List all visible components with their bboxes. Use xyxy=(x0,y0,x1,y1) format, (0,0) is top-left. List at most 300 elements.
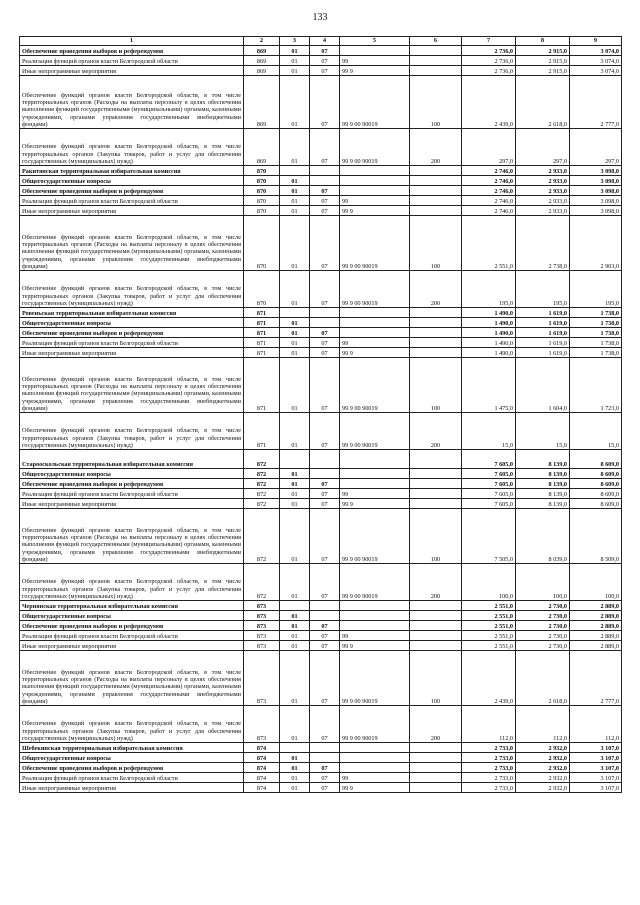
row-subsection-code xyxy=(310,601,340,611)
row-expense-type-code xyxy=(410,328,462,338)
row-amount-year-2: 2 730,0 xyxy=(516,611,570,621)
row-expense-type-code xyxy=(410,773,462,783)
row-amount-year-3: 100,0 xyxy=(570,564,622,601)
row-expense-type-code xyxy=(410,753,462,763)
row-amount-year-1: 7 605,0 xyxy=(462,489,516,499)
row-amount-year-2: 297,0 xyxy=(516,129,570,166)
row-target-article-code xyxy=(340,318,410,328)
table-row xyxy=(20,753,622,763)
row-amount-year-2: 2 618,0 xyxy=(516,76,570,129)
row-subsection-code: 07 xyxy=(310,46,340,56)
table-row xyxy=(20,450,622,469)
row-amount-year-2: 8 139,0 xyxy=(516,479,570,489)
row-target-article-code xyxy=(340,308,410,318)
row-name: Обеспечение проведения выборов и референдумов xyxy=(20,763,244,773)
row-ved-code: 872 xyxy=(244,489,280,499)
table-row xyxy=(20,509,622,564)
table-row xyxy=(20,601,622,611)
row-amount-year-1: 2 746,0 xyxy=(462,176,516,186)
row-amount-year-3: 2 889,0 xyxy=(570,611,622,621)
row-amount-year-1: 7 605,0 xyxy=(462,450,516,469)
row-ved-code: 873 xyxy=(244,641,280,651)
row-amount-year-2: 195,0 xyxy=(516,271,570,308)
row-amount-year-1: 1 490,0 xyxy=(462,308,516,318)
row-amount-year-2: 2 915,0 xyxy=(516,66,570,76)
row-target-article-code: 99 9 xyxy=(340,206,410,216)
row-target-article-code xyxy=(340,753,410,763)
row-subsection-code: 07 xyxy=(310,206,340,216)
row-name: Общегосударственные вопросы xyxy=(20,611,244,621)
row-amount-year-3: 2 889,0 xyxy=(570,601,622,611)
row-ved-code: 874 xyxy=(244,753,280,763)
row-expense-type-code: 100 xyxy=(410,76,462,129)
header-cell: 3 xyxy=(280,37,310,46)
table-row xyxy=(20,76,622,129)
row-amount-year-2: 2 730,0 xyxy=(516,601,570,611)
row-amount-year-2: 2 932,0 xyxy=(516,783,570,793)
row-amount-year-3: 1 723,0 xyxy=(570,358,622,413)
row-ved-code: 873 xyxy=(244,601,280,611)
row-amount-year-1: 7 605,0 xyxy=(462,469,516,479)
table-row xyxy=(20,56,622,66)
row-amount-year-2: 2 738,0 xyxy=(516,216,570,271)
table-row xyxy=(20,206,622,216)
row-name: Обеспечение проведения выборов и референдумов xyxy=(20,186,244,196)
row-target-article-code xyxy=(340,186,410,196)
row-subsection-code xyxy=(310,318,340,328)
row-name: Обеспечение функций органов власти Белгородской области, в том числе территориальных органов (Закупка товаров, работ и услуг для обеспечения государственных (муниципальных) нужд) xyxy=(20,564,244,601)
row-target-article-code xyxy=(340,328,410,338)
row-ved-code: 874 xyxy=(244,743,280,753)
row-ved-code: 871 xyxy=(244,308,280,318)
row-target-article-code: 99 9 00 90019 xyxy=(340,129,410,166)
row-amount-year-3: 3 074,0 xyxy=(570,66,622,76)
table-row xyxy=(20,763,622,773)
row-ved-code: 870 xyxy=(244,166,280,176)
row-name: Реализация функций органов власти Белгородской области xyxy=(20,631,244,641)
table-row xyxy=(20,129,622,166)
row-expense-type-code xyxy=(410,469,462,479)
row-name: Реализация функций органов власти Белгородской области xyxy=(20,489,244,499)
row-amount-year-2: 1 619,0 xyxy=(516,348,570,358)
row-amount-year-1: 2 551,0 xyxy=(462,611,516,621)
row-expense-type-code: 100 xyxy=(410,509,462,564)
row-section-code: 01 xyxy=(280,271,310,308)
row-amount-year-3: 2 889,0 xyxy=(570,641,622,651)
table-row xyxy=(20,66,622,76)
row-subsection-code: 07 xyxy=(310,479,340,489)
row-amount-year-3: 8 609,0 xyxy=(570,450,622,469)
row-section-code: 01 xyxy=(280,196,310,206)
table-row xyxy=(20,216,622,271)
header-cell: 4 xyxy=(310,37,340,46)
row-section-code xyxy=(280,743,310,753)
table-row xyxy=(20,348,622,358)
row-ved-code: 870 xyxy=(244,186,280,196)
row-amount-year-3: 1 738,0 xyxy=(570,318,622,328)
row-amount-year-3: 297,0 xyxy=(570,129,622,166)
row-ved-code: 873 xyxy=(244,611,280,621)
row-section-code: 01 xyxy=(280,413,310,450)
row-target-article-code: 99 xyxy=(340,631,410,641)
row-expense-type-code: 200 xyxy=(410,271,462,308)
row-expense-type-code xyxy=(410,763,462,773)
row-section-code: 01 xyxy=(280,469,310,479)
row-subsection-code xyxy=(310,308,340,318)
row-amount-year-2: 2 932,0 xyxy=(516,743,570,753)
row-ved-code: 872 xyxy=(244,450,280,469)
row-section-code: 01 xyxy=(280,129,310,166)
row-target-article-code xyxy=(340,743,410,753)
row-ved-code: 873 xyxy=(244,631,280,641)
row-ved-code: 870 xyxy=(244,176,280,186)
row-amount-year-2: 8 139,0 xyxy=(516,499,570,509)
row-amount-year-1: 2 551,0 xyxy=(462,621,516,631)
table-row xyxy=(20,489,622,499)
row-subsection-code xyxy=(310,743,340,753)
row-amount-year-2: 2 915,0 xyxy=(516,46,570,56)
header-cell: 9 xyxy=(570,37,622,46)
row-amount-year-2: 2 932,0 xyxy=(516,763,570,773)
row-expense-type-code xyxy=(410,166,462,176)
row-amount-year-3: 8 509,0 xyxy=(570,509,622,564)
row-subsection-code: 07 xyxy=(310,631,340,641)
row-target-article-code: 99 9 xyxy=(340,499,410,509)
row-section-code: 01 xyxy=(280,564,310,601)
row-expense-type-code xyxy=(410,783,462,793)
row-expense-type-code: 200 xyxy=(410,564,462,601)
row-target-article-code: 99 xyxy=(340,196,410,206)
row-name: Обеспечение функций органов власти Белгородской области, в том числе территориальных органов (Расходы на выплаты персоналу в целях обеспечения выполнения функций государственными (муниципальными) органами, казенными учреждениями, органами управления государственными внебюджетными фондами) xyxy=(20,651,244,706)
row-name: Обеспечение функций органов власти Белгородской области, в том числе территориальных органов (Расходы на выплаты персоналу в целях обеспечения выполнения функций государственными (муниципальными) органами, казенными учреждениями, органами управления государственными внебюджетными фондами) xyxy=(20,76,244,129)
header-cell: 8 xyxy=(516,37,570,46)
row-ved-code: 870 xyxy=(244,206,280,216)
row-amount-year-1: 7 505,0 xyxy=(462,509,516,564)
row-amount-year-1: 2 733,0 xyxy=(462,773,516,783)
row-subsection-code: 07 xyxy=(310,129,340,166)
row-section-code: 01 xyxy=(280,206,310,216)
row-subsection-code: 07 xyxy=(310,564,340,601)
row-section-code: 01 xyxy=(280,56,310,66)
row-amount-year-3: 3 107,0 xyxy=(570,763,622,773)
row-target-article-code: 99 9 00 90019 xyxy=(340,706,410,743)
row-amount-year-1: 2 439,0 xyxy=(462,651,516,706)
table-row xyxy=(20,46,622,56)
row-subsection-code xyxy=(310,753,340,763)
row-expense-type-code xyxy=(410,176,462,186)
row-ved-code: 872 xyxy=(244,499,280,509)
row-amount-year-2: 8 139,0 xyxy=(516,489,570,499)
row-name: Шебекинская территориальная избирательная комиссия xyxy=(20,743,244,753)
row-expense-type-code: 100 xyxy=(410,216,462,271)
row-ved-code: 872 xyxy=(244,564,280,601)
row-amount-year-1: 7 605,0 xyxy=(462,479,516,489)
row-amount-year-1: 2 733,0 xyxy=(462,753,516,763)
row-subsection-code: 07 xyxy=(310,651,340,706)
row-expense-type-code xyxy=(410,479,462,489)
table-body xyxy=(20,46,622,793)
row-target-article-code xyxy=(340,469,410,479)
row-name: Обеспечение функций органов власти Белгородской области, в том числе территориальных органов (Закупка товаров, работ и услуг для обеспечения государственных (муниципальных) нужд) xyxy=(20,413,244,450)
row-section-code: 01 xyxy=(280,348,310,358)
header-cell: 1 xyxy=(20,37,244,46)
row-target-article-code: 99 9 xyxy=(340,783,410,793)
row-amount-year-2: 1 619,0 xyxy=(516,328,570,338)
row-amount-year-2: 1 619,0 xyxy=(516,318,570,328)
row-section-code: 01 xyxy=(280,489,310,499)
table-row xyxy=(20,651,622,706)
row-amount-year-1: 2 439,0 xyxy=(462,76,516,129)
table-row xyxy=(20,166,622,176)
row-name: Общегосударственные вопросы xyxy=(20,753,244,763)
row-amount-year-1: 15,0 xyxy=(462,413,516,450)
row-amount-year-1: 2 746,0 xyxy=(462,166,516,176)
row-section-code: 01 xyxy=(280,763,310,773)
row-subsection-code: 07 xyxy=(310,413,340,450)
row-amount-year-1: 2 736,0 xyxy=(462,46,516,56)
row-amount-year-2: 2 932,0 xyxy=(516,753,570,763)
row-ved-code: 872 xyxy=(244,469,280,479)
row-amount-year-3: 2 889,0 xyxy=(570,621,622,631)
row-ved-code: 873 xyxy=(244,621,280,631)
table-row xyxy=(20,318,622,328)
row-section-code: 01 xyxy=(280,706,310,743)
row-section-code: 01 xyxy=(280,318,310,328)
row-amount-year-2: 15,0 xyxy=(516,413,570,450)
row-target-article-code xyxy=(340,621,410,631)
row-subsection-code xyxy=(310,176,340,186)
row-amount-year-1: 2 746,0 xyxy=(462,206,516,216)
table-row xyxy=(20,308,622,318)
row-target-article-code: 99 xyxy=(340,773,410,783)
row-section-code: 01 xyxy=(280,328,310,338)
row-amount-year-2: 2 915,0 xyxy=(516,56,570,66)
row-target-article-code xyxy=(340,479,410,489)
row-subsection-code xyxy=(310,166,340,176)
row-amount-year-1: 7 605,0 xyxy=(462,499,516,509)
row-expense-type-code: 200 xyxy=(410,129,462,166)
row-amount-year-2: 2 730,0 xyxy=(516,631,570,641)
row-amount-year-1: 2 736,0 xyxy=(462,66,516,76)
row-amount-year-3: 8 609,0 xyxy=(570,479,622,489)
row-name: Общегосударственные вопросы xyxy=(20,469,244,479)
row-amount-year-3: 3 107,0 xyxy=(570,773,622,783)
row-subsection-code: 07 xyxy=(310,489,340,499)
row-ved-code: 870 xyxy=(244,216,280,271)
row-amount-year-3: 112,0 xyxy=(570,706,622,743)
row-expense-type-code xyxy=(410,338,462,348)
row-amount-year-2: 2 933,0 xyxy=(516,206,570,216)
row-expense-type-code: 100 xyxy=(410,651,462,706)
row-amount-year-3: 2 777,0 xyxy=(570,76,622,129)
row-subsection-code: 07 xyxy=(310,328,340,338)
row-amount-year-1: 2 551,0 xyxy=(462,631,516,641)
row-expense-type-code xyxy=(410,186,462,196)
table-row xyxy=(20,186,622,196)
row-section-code: 01 xyxy=(280,338,310,348)
row-amount-year-1: 1 490,0 xyxy=(462,318,516,328)
row-name: Общегосударственные вопросы xyxy=(20,318,244,328)
row-subsection-code: 07 xyxy=(310,216,340,271)
row-expense-type-code xyxy=(410,499,462,509)
row-subsection-code xyxy=(310,469,340,479)
row-expense-type-code xyxy=(410,489,462,499)
row-amount-year-3: 3 098,0 xyxy=(570,206,622,216)
row-section-code xyxy=(280,601,310,611)
row-target-article-code: 99 9 00 90019 xyxy=(340,216,410,271)
row-name: Общегосударственные вопросы xyxy=(20,176,244,186)
row-amount-year-1: 2 551,0 xyxy=(462,641,516,651)
table-row xyxy=(20,631,622,641)
row-amount-year-2: 2 933,0 xyxy=(516,186,570,196)
row-ved-code: 871 xyxy=(244,413,280,450)
row-section-code: 01 xyxy=(280,611,310,621)
row-name: Чернянская территориальная избирательная комиссия xyxy=(20,601,244,611)
row-subsection-code: 07 xyxy=(310,186,340,196)
row-section-code: 01 xyxy=(280,509,310,564)
row-amount-year-2: 112,0 xyxy=(516,706,570,743)
row-amount-year-2: 1 604,0 xyxy=(516,358,570,413)
row-section-code: 01 xyxy=(280,66,310,76)
row-target-article-code xyxy=(340,46,410,56)
table-header-row xyxy=(20,37,622,46)
row-section-code: 01 xyxy=(280,753,310,763)
row-name: Обеспечение функций органов власти Белгородской области, в том числе территориальных органов (Закупка товаров, работ и услуг для обеспечения государственных (муниципальных) нужд) xyxy=(20,271,244,308)
row-ved-code: 872 xyxy=(244,479,280,489)
row-name: Реализация функций органов власти Белгородской области xyxy=(20,773,244,783)
row-target-article-code: 99 xyxy=(340,489,410,499)
row-section-code: 01 xyxy=(280,621,310,631)
row-expense-type-code xyxy=(410,611,462,621)
row-amount-year-3: 3 098,0 xyxy=(570,176,622,186)
row-amount-year-2: 2 730,0 xyxy=(516,621,570,631)
row-amount-year-1: 297,0 xyxy=(462,129,516,166)
row-expense-type-code: 200 xyxy=(410,706,462,743)
row-name: Старооскольская территориальная избирательная комиссия xyxy=(20,450,244,469)
row-target-article-code xyxy=(340,611,410,621)
header-cell: 5 xyxy=(340,37,410,46)
table-row xyxy=(20,499,622,509)
row-amount-year-2: 1 619,0 xyxy=(516,308,570,318)
row-section-code: 01 xyxy=(280,641,310,651)
row-subsection-code: 07 xyxy=(310,66,340,76)
row-subsection-code: 07 xyxy=(310,499,340,509)
row-ved-code: 869 xyxy=(244,56,280,66)
row-amount-year-2: 2 730,0 xyxy=(516,641,570,651)
row-expense-type-code xyxy=(410,743,462,753)
row-subsection-code: 07 xyxy=(310,271,340,308)
row-ved-code: 874 xyxy=(244,783,280,793)
row-ved-code: 874 xyxy=(244,763,280,773)
row-section-code: 01 xyxy=(280,46,310,56)
header-cell: 7 xyxy=(462,37,516,46)
row-amount-year-3: 3 098,0 xyxy=(570,166,622,176)
row-section-code: 01 xyxy=(280,216,310,271)
table-row xyxy=(20,706,622,743)
row-target-article-code: 99 xyxy=(340,56,410,66)
row-amount-year-3: 2 889,0 xyxy=(570,631,622,641)
row-amount-year-1: 2 551,0 xyxy=(462,601,516,611)
row-amount-year-1: 2 746,0 xyxy=(462,196,516,206)
row-name: Иные непрограммные мероприятия xyxy=(20,348,244,358)
row-subsection-code: 07 xyxy=(310,763,340,773)
table-row xyxy=(20,773,622,783)
row-expense-type-code xyxy=(410,621,462,631)
row-amount-year-1: 2 733,0 xyxy=(462,743,516,753)
row-section-code: 01 xyxy=(280,651,310,706)
table-row xyxy=(20,743,622,753)
row-amount-year-3: 3 107,0 xyxy=(570,743,622,753)
row-amount-year-3: 3 074,0 xyxy=(570,56,622,66)
row-amount-year-3: 1 738,0 xyxy=(570,348,622,358)
row-subsection-code: 07 xyxy=(310,56,340,66)
row-name: Ракитянская территориальная избирательная комиссия xyxy=(20,166,244,176)
row-name: Обеспечение функций органов власти Белгородской области, в том числе территориальных органов (Расходы на выплаты персоналу в целях обеспечения выполнения функций государственными (муниципальными) органами, казенными учреждениями, органами управления государственными внебюджетными фондами) xyxy=(20,509,244,564)
row-amount-year-3: 15,0 xyxy=(570,413,622,450)
row-name: Обеспечение проведения выборов и референдумов xyxy=(20,479,244,489)
row-amount-year-2: 2 933,0 xyxy=(516,176,570,186)
row-expense-type-code xyxy=(410,46,462,56)
row-subsection-code: 07 xyxy=(310,348,340,358)
row-target-article-code xyxy=(340,601,410,611)
row-target-article-code: 99 9 xyxy=(340,641,410,651)
row-ved-code: 871 xyxy=(244,318,280,328)
row-section-code: 01 xyxy=(280,176,310,186)
row-subsection-code: 07 xyxy=(310,706,340,743)
row-amount-year-1: 2 746,0 xyxy=(462,186,516,196)
table-row xyxy=(20,271,622,308)
row-name: Обеспечение проведения выборов и референдумов xyxy=(20,46,244,56)
row-target-article-code: 99 9 00 90019 xyxy=(340,358,410,413)
row-amount-year-1: 2 733,0 xyxy=(462,763,516,773)
row-name: Иные непрограммные мероприятия xyxy=(20,66,244,76)
row-amount-year-1: 1 490,0 xyxy=(462,328,516,338)
row-expense-type-code: 100 xyxy=(410,358,462,413)
row-amount-year-3: 8 609,0 xyxy=(570,489,622,499)
row-ved-code: 870 xyxy=(244,196,280,206)
table-row xyxy=(20,783,622,793)
row-subsection-code: 07 xyxy=(310,773,340,783)
row-amount-year-1: 2 733,0 xyxy=(462,783,516,793)
row-section-code: 01 xyxy=(280,76,310,129)
table-row xyxy=(20,621,622,631)
row-ved-code: 871 xyxy=(244,348,280,358)
row-subsection-code: 07 xyxy=(310,358,340,413)
table-row xyxy=(20,358,622,413)
row-ved-code: 873 xyxy=(244,651,280,706)
row-target-article-code: 99 9 xyxy=(340,348,410,358)
table-row xyxy=(20,413,622,450)
row-section-code: 01 xyxy=(280,358,310,413)
row-expense-type-code xyxy=(410,318,462,328)
row-amount-year-2: 8 139,0 xyxy=(516,450,570,469)
row-amount-year-1: 112,0 xyxy=(462,706,516,743)
row-amount-year-2: 2 933,0 xyxy=(516,166,570,176)
row-amount-year-3: 3 107,0 xyxy=(570,753,622,763)
row-target-article-code xyxy=(340,176,410,186)
table-row xyxy=(20,611,622,621)
row-section-code: 01 xyxy=(280,186,310,196)
row-ved-code: 871 xyxy=(244,358,280,413)
row-name: Реализация функций органов власти Белгородской области xyxy=(20,196,244,206)
row-ved-code: 870 xyxy=(244,271,280,308)
row-ved-code: 871 xyxy=(244,328,280,338)
row-subsection-code xyxy=(310,450,340,469)
row-name: Иные непрограммные мероприятия xyxy=(20,499,244,509)
row-amount-year-1: 1 490,0 xyxy=(462,348,516,358)
row-section-code: 01 xyxy=(280,773,310,783)
row-section-code xyxy=(280,308,310,318)
